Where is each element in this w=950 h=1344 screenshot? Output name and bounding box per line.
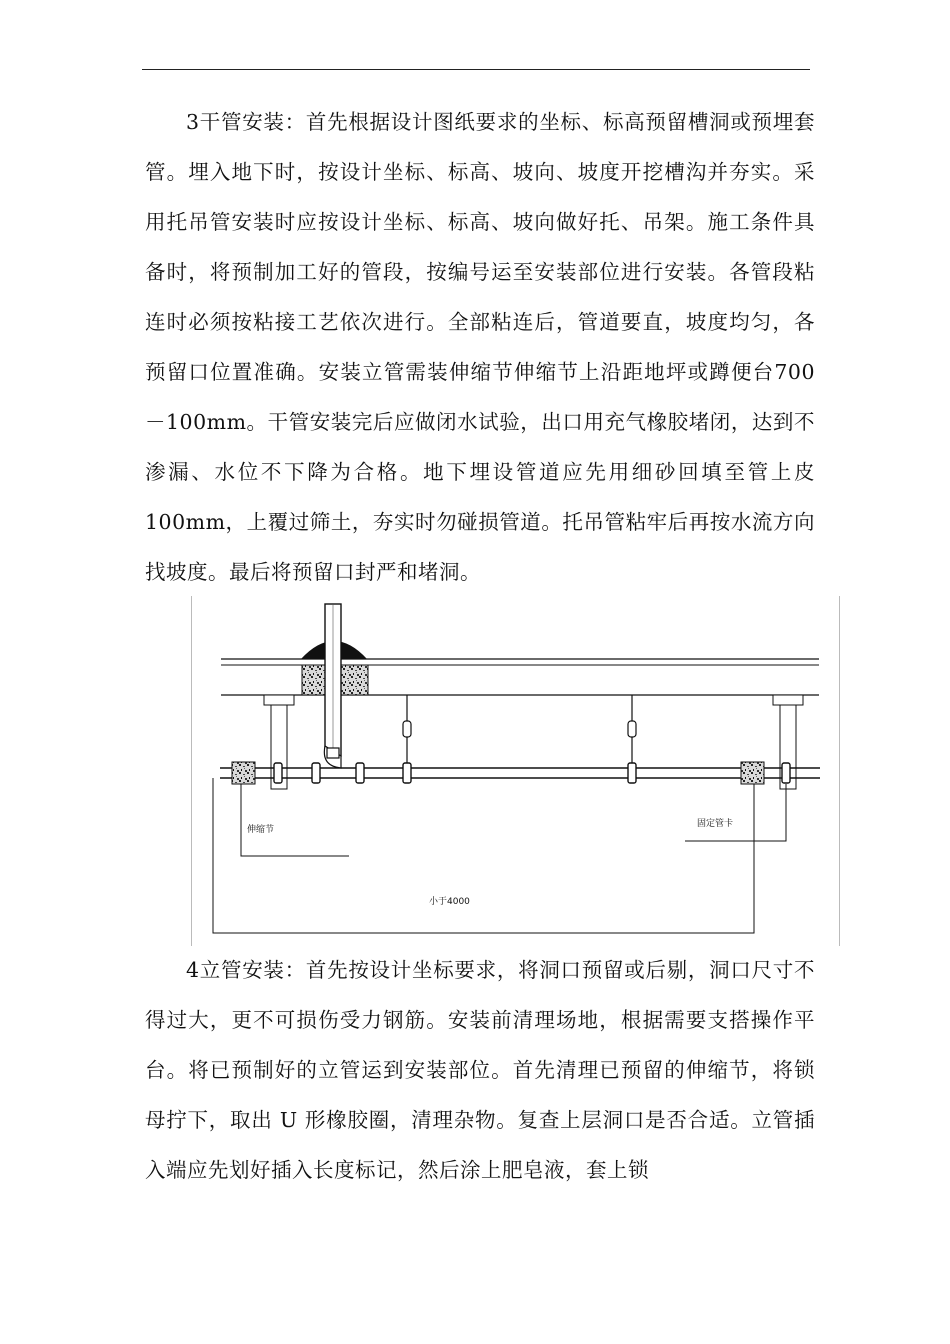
pipe-installation-diagram (191, 596, 841, 946)
pipe-clamp-5 (628, 763, 636, 783)
right-support-cap (773, 695, 803, 705)
label-fixed-clamp: 固定管卡 (697, 819, 734, 829)
turnbuckle-2 (628, 721, 636, 737)
pipe-clamp-4 (403, 763, 411, 783)
label-expansion-joint: 伸缩节 (247, 825, 275, 835)
leader-expansion-joint (241, 784, 349, 856)
turnbuckle-1 (403, 721, 411, 737)
leader-fixed-clamp (685, 784, 786, 841)
left-support-cap (264, 695, 294, 705)
expansion-joint-right (741, 762, 764, 784)
paragraph-stack-pipe-installation: 4立管安装：首先按设计坐标要求，将洞口预留或后剔，洞口尺寸不得过大，更不可损伤受力钢筋。安装前清理场地，根据需要支搭操作平台。将已预制好的立管运到安装部位。首先清理已预留的伸缩节，将锁母拧下，取出 U 形橡胶圈，清理杂物。复查上层洞口是否合适。立管插入端应先划好插入长度标记，然后涂上肥皂液，套上锁 (145, 958, 815, 1182)
fixed-clamp-right (782, 763, 790, 783)
pipe-coupling-2 (312, 763, 320, 783)
elbow-coupling (327, 748, 339, 758)
pipe-coupling-3 (356, 763, 364, 783)
expansion-joint-left (232, 762, 255, 784)
pipe-coupling-1 (274, 763, 282, 783)
paragraph-trunk-pipe-installation: 3干管安装：首先根据设计图纸要求的坐标、标高预留槽洞或预埋套管。埋入地下时，按设计坐标、标高、坡向、坡度开挖槽沟并夯实。采用托吊管安装时应按设计坐标、标高、坡向做好托、吊架。施工条件具备时，将预制加工好的管段，按编号运至安装部位进行安装。各管段粘连时必须按粘接工艺依次进行。全部粘连后，管道要直，坡度均匀，各预留口位置准确。安装立管需装伸缩节伸缩节上沿距地坪或蹲便台700－100mm。干管安装完后应做闭水试验，出口用充气橡胶堵闭，达到不渗漏、水位不下降为合格。地下埋设管道应先用细砂回填至管上皮 100mm，上覆过筛土，夯实时勿碰损管道。托吊管粘牢后再按水流方向找坡度。最后将预留口封严和堵洞。 (145, 110, 815, 584)
label-span: 小于4000 (429, 897, 470, 907)
header-rule (142, 69, 810, 70)
